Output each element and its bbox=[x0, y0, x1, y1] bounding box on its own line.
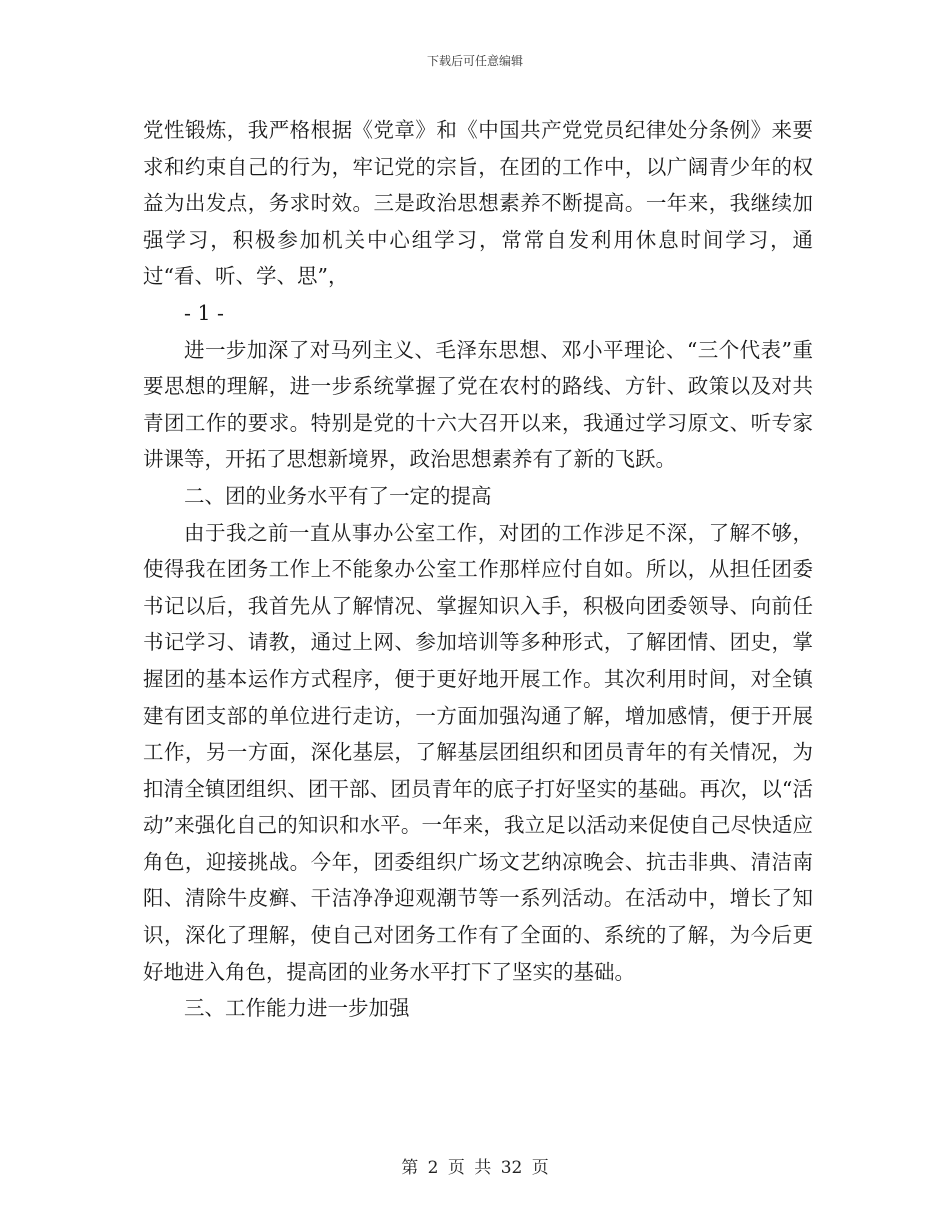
section-heading-2: 二、团的业务水平有了一定的提高 bbox=[184, 483, 492, 508]
paragraph-2: 进一步加深了对马列主义、毛泽东思想、邓小平理论、“三个代表”重要思想的理解，进一步系统掌握了党在农村的路线、方针、政策以及对共青团工作的要求。特别是党的十六大召开以来，我通过学习原文、听专家讲课等，开拓了思想新境界，政治思想素养有了新的飞跃。 bbox=[143, 337, 813, 472]
section-heading-3: 三、工作能力进一步加强 bbox=[184, 996, 410, 1021]
paragraph-3: 由于我之前一直从事办公室工作，对团的工作涉足不深，了解不够，使得我在团务工作上不能象办公室工作那样应付自如。所以，从担任团委书记以后，我首先从了解情况、掌握知识入手，积极向团委领导、向前任书记学习、请教，通过上网、参加培训等多种形式，了解团情、团史，掌握团的基本运作方式程序，便于更好地开展工作。其次利用时间，对全镇建有团支部的单位进行走访，一方面加强沟通了解，增加感情，便于开展工作，另一方面，深化基层，了解基层团组织和团员青年的有关情况，为扣清全镇团组织、团干部、团员青年的底子打好坚实的基础。再次，以“活动”来强化自己的知识和水平。一年来，我立足以活动来促使自己尽快适应角色，迎接挑战。今年，团委组织广场文艺纳凉晚会、抗击非典、清洁南阳、清除牛皮癣、干洁净净迎观潮节等一系列活动。在活动中，增长了知识，深化了理解，使自己对团务工作有了全面的、系统的了解，为今后更好地进入角色，提高团的业务水平打下了坚实的基础。 bbox=[143, 520, 813, 984]
inline-page-marker: - 1 - bbox=[184, 300, 224, 325]
paragraph-1: 党性锻炼，我严格根据《党章》和《中国共产党党员纪律处分条例》来要求和约束自己的行为，牢记党的宗旨，在团的工作中，以广阔青少年的权益为出发点，务求时效。三是政治思想素养不断提高。一年来，我继续加强学习，积极参加机关中心组学习，常常自发利用休息时间学习，通过“看、听、学、思”， bbox=[143, 118, 813, 289]
page-footer: 第 2 页 共 32 页 bbox=[401, 1158, 549, 1178]
document-body bbox=[143, 112, 813, 1027]
page-header: 下载后可任意编辑 bbox=[426, 54, 523, 68]
